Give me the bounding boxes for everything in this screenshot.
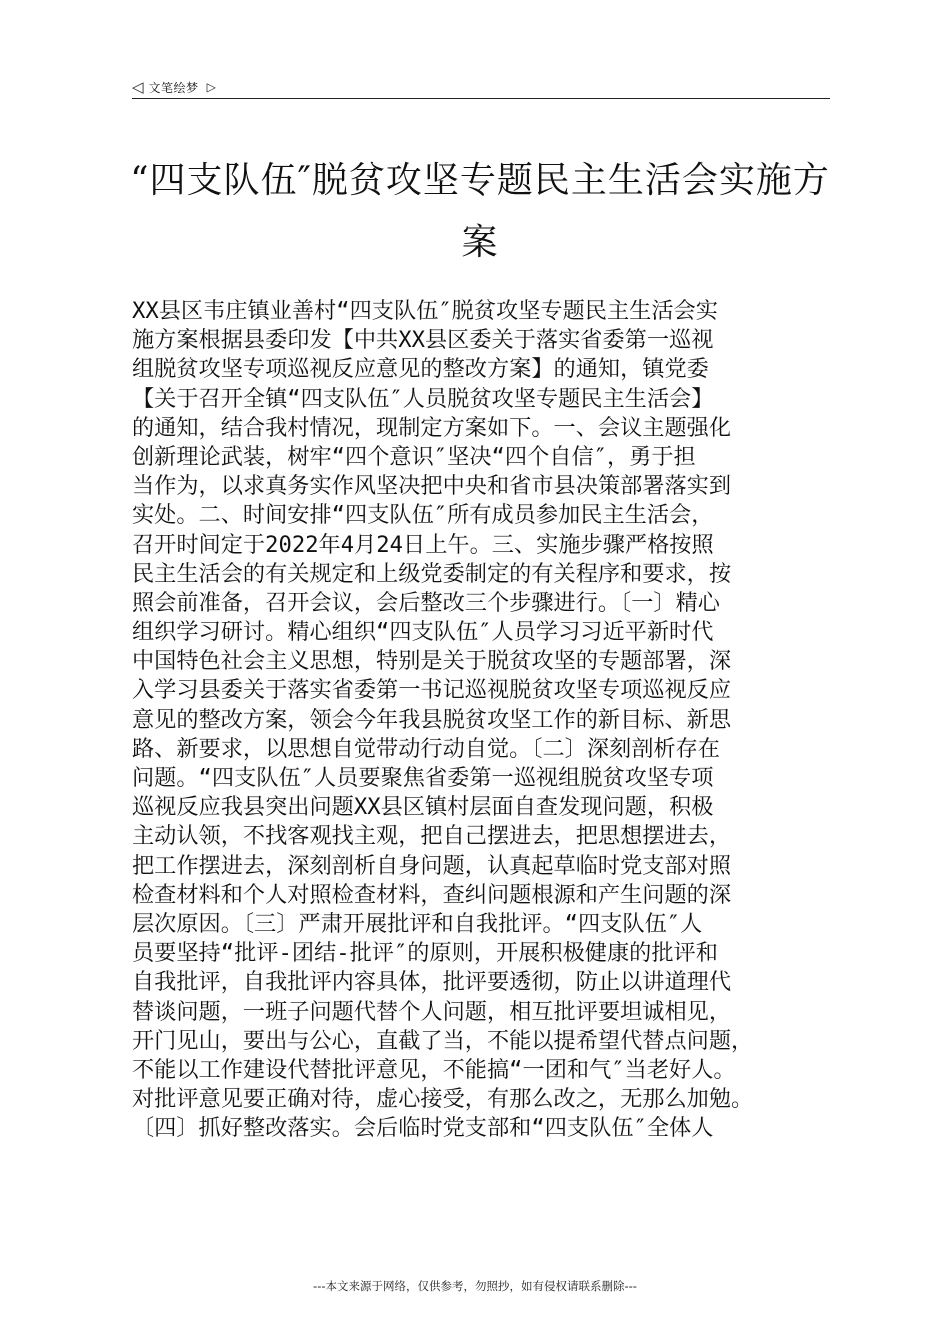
body-line: 检查材料和个人对照检查材料，查纠问题根源和产生问题的深 [132, 881, 732, 908]
body-line: 组织学习研讨。精心组织“四支队伍″人员学习习近平新时代 [132, 619, 714, 646]
body-line: 员要坚持“批评-团结-批评″的原则，开展积极健康的批评和 [132, 940, 718, 967]
body-line: 替谈问题，一班子问题代替个人问题，相互批评要坦诚相见， [132, 998, 732, 1025]
body-line: 【关于召开全镇“四支队伍″人员脱贫攻坚专题民主生活会】 [132, 385, 714, 412]
body-line: 路、新要求，以思想自觉带动行动自觉。〔二〕深刻剖析存在 [132, 735, 720, 762]
body-line: XX县区韦庄镇业善村“四支队伍″脱贫攻坚专题民主生活会实 [132, 298, 718, 324]
title-line-1: “四支队伍″脱贫攻坚专题民主生活会实施方 [130, 160, 830, 201]
body-line: 对批评意见要正确对待，虚心接受，有那么改之，无那么加勉。 [132, 1086, 754, 1113]
body-line: 不能以工作建设代替批评意见，不能搞“一团和气″当老好人。 [132, 1056, 736, 1083]
body-line: 开门见山，要出与公心，直截了当，不能以提希望代替点问题， [132, 1027, 754, 1054]
body-line: 中国特色社会主义思想，特别是关于脱贫攻坚的专题部署，深 [132, 648, 732, 675]
triangle-right-icon: ▷ [206, 80, 216, 94]
document-title [110, 150, 850, 274]
body-line: 施方案根据县委印发【中共XX县区委关于落实省委第一巡视 [132, 327, 714, 354]
footer-disclaimer: ---本文来源于网络，仅供参考，勿照抄，如有侵权请联系删除--- [313, 1279, 637, 1293]
body-line: 自我批评，自我批评内容具体，批评要透彻，防止以讲道理代 [132, 969, 732, 996]
body-line: 的通知，结合我村情况，现制定方案如下。一、会议主题强化 [132, 414, 732, 441]
body-line: 创新理论武装，树牢“四个意识″坚决“四个自信″，勇于担 [132, 443, 696, 470]
body-line: 把工作摆进去，深刻剖析自身问题，认真起草临时党支部对照 [132, 852, 732, 879]
header-brand: 文笔绘梦 [148, 80, 199, 95]
body-line: 召开时间定于2022年4月24日上午。三、实施步骤严格按照 [132, 531, 714, 558]
body-line: 层次原因。〔三〕严肃开展批评和自我批评。“四支队伍″人 [132, 910, 703, 937]
body-line: 照会前准备，召开会议，会后整改三个步骤进行。〔一〕精心 [132, 589, 720, 616]
body-line: 入学习县委关于落实省委第一书记巡视脱贫攻坚专项巡视反应 [132, 677, 732, 704]
body-line: 当作为，以求真务实作风坚决把中央和省市县决策部署落实到 [132, 473, 732, 500]
body-line: 问题。“四支队伍″人员要聚焦省委第一巡视组脱贫攻坚专项 [132, 765, 714, 791]
title-line-2: 案 [461, 222, 499, 263]
document-body [132, 297, 832, 1143]
body-line: 巡视反应我县突出问题XX县区镇村层面自查发现问题，积极 [132, 794, 714, 821]
body-line: 实处。二、时间安排“四支队伍″所有成员参加民主生活会， [132, 502, 714, 529]
triangle-left-icon: ◁ [132, 78, 144, 96]
body-line: 组脱贫攻坚专项巡视反应意见的整改方案】的通知，镇党委 [132, 356, 709, 383]
body-line: 民主生活会的有关规定和上级党委制定的有关程序和要求，按 [132, 560, 732, 587]
body-line: 意见的整改方案，领会今年我县脱贫攻坚工作的新目标、新思 [132, 706, 732, 733]
body-line: 主动认领，不找客观找主观，把自己摆进去，把思想摆进去， [132, 823, 732, 850]
body-line: 〔四〕抓好整改落实。会后临时党支部和“四支队伍″全体人 [132, 1115, 714, 1142]
page-header [132, 76, 830, 99]
